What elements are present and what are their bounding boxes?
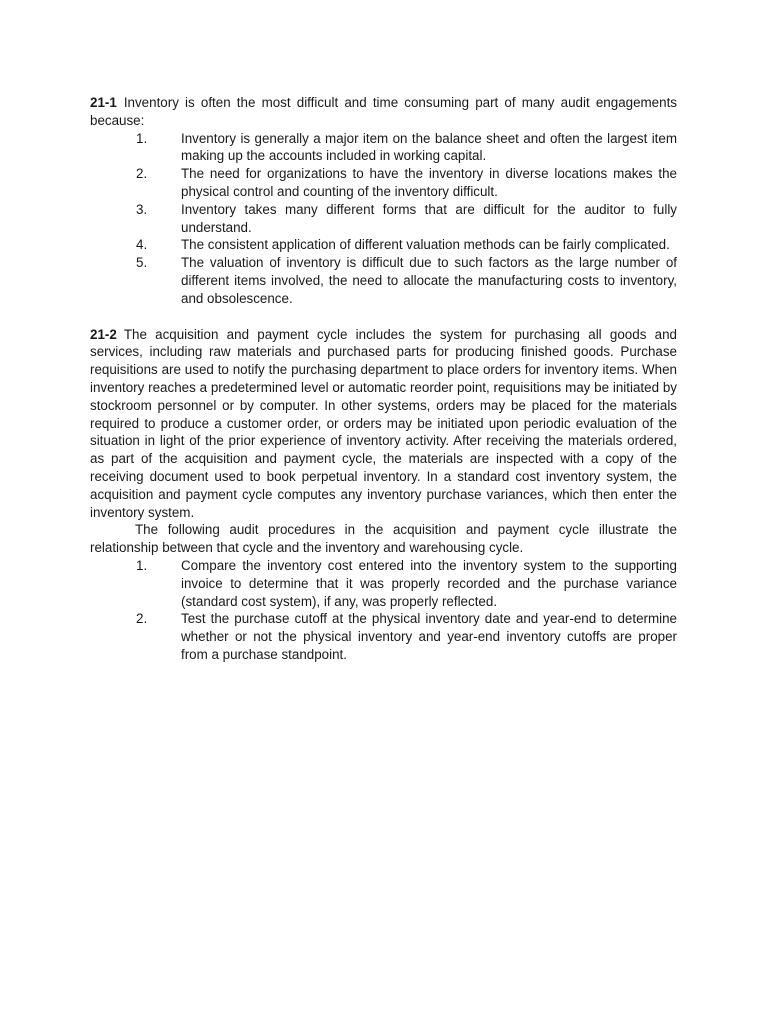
numbered-list — [90, 557, 677, 664]
followup-paragraph: The following audit procedures in the acquisition and payment cycle illustrate the relationship between that cycle and the inventory and warehousing cycle. — [90, 522, 677, 556]
question-number: 21-2 — [90, 326, 117, 342]
list-item — [90, 254, 677, 307]
section-intro — [90, 326, 677, 522]
list-item — [90, 130, 677, 166]
item-text: Inventory is generally a major item on the balance sheet and often the largest item making up the accounts included in working capital. — [181, 130, 677, 164]
item-number: 2. — [136, 166, 148, 182]
item-number: 3. — [136, 201, 148, 217]
list-item — [90, 201, 677, 237]
item-number: 4. — [136, 237, 148, 253]
list-item — [90, 557, 677, 610]
numbered-list — [90, 130, 677, 308]
section-21-1 — [90, 94, 677, 308]
item-number: 5. — [136, 255, 148, 271]
question-number: 21-1 — [90, 95, 117, 110]
item-text: The need for organizations to have the inventory in diverse locations makes the physical control and counting of the inventory difficult. — [181, 166, 677, 199]
item-text: The valuation of inventory is difficult due to such factors as the large number of different items involved, the need to allocate the manufacturing costs to inventory, and obsolescence. — [181, 255, 677, 306]
item-text: Inventory takes many different forms that are difficult for the auditor to fully understand. — [181, 201, 677, 235]
item-text: Compare the inventory cost entered into the inventory system to the supporting invoice to determine that it was properly recorded and the purchase variance (standard cost system), if any, was properly reflected. — [181, 557, 677, 609]
list-item — [90, 165, 677, 201]
intro-text: Inventory is often the most difficult and time consuming part of many audit engagements because: — [90, 95, 677, 128]
list-item — [90, 236, 677, 254]
document-page — [90, 94, 677, 664]
list-item — [90, 610, 677, 663]
item-text: The consistent application of different valuation methods can be fairly complicated. — [181, 237, 670, 253]
item-number: 2. — [136, 611, 148, 627]
section-21-2 — [90, 326, 677, 664]
item-text: Test the purchase cutoff at the physical inventory date and year-end to determine whether or not the physical inventory and year-end inventory cutoffs are proper from a purchase standpoint. — [181, 611, 677, 662]
item-number: 1. — [136, 130, 148, 146]
section-intro — [90, 94, 677, 130]
item-number: 1. — [136, 557, 148, 573]
intro-text: The acquisition and payment cycle includes the system for purchasing all goods and services, including raw materials and purchased parts for producing finished goods. Purchase requisitions are used to notify the purchasing department to place orders for inventory items. When inventory reaches a predetermined level or automatic reorder point, requisitions may be initiated by stockroom personnel or by computer. In other systems, orders may be placed for the materials required to produce a customer order, or orders may be initiated upon periodic evaluation of the situation in light of the prior experience of inventory activity. After receiving the materials ordered, as part of the acquisition and payment cycle, the materials are inspected with a copy of the receiving document used to book perpetual inventory. In a standard cost inventory system, the acquisition and payment cycle computes any inventory purchase variances, which then enter the inventory system. — [90, 326, 677, 520]
